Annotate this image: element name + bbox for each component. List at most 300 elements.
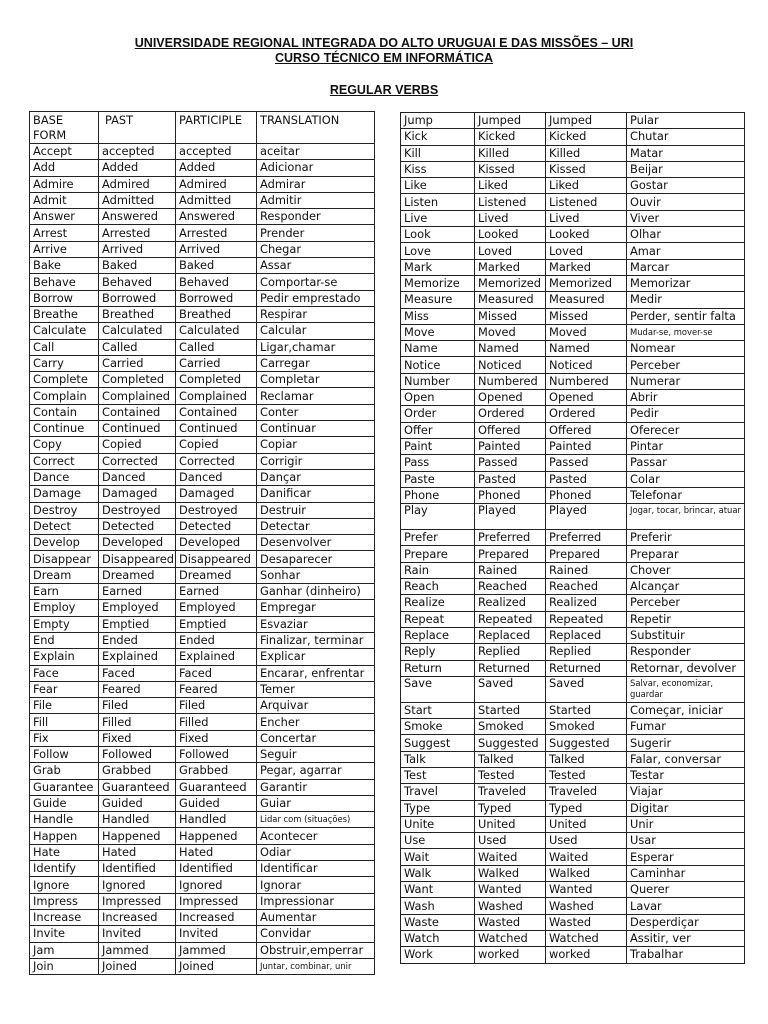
past-cell: Preferred bbox=[475, 530, 546, 546]
base-form-cell: Copy bbox=[30, 437, 99, 453]
participle-cell: worked bbox=[546, 947, 627, 963]
translation-cell: Comportar-se bbox=[257, 274, 375, 290]
participle-cell: Ordered bbox=[546, 406, 627, 422]
table-row bbox=[30, 192, 375, 208]
table-row bbox=[401, 129, 745, 145]
translation-cell: Pegar, agarrar bbox=[257, 763, 375, 779]
participle-cell: Killed bbox=[546, 145, 627, 161]
base-form-cell: Want bbox=[401, 882, 475, 898]
base-form-cell: Love bbox=[401, 243, 475, 259]
participle-cell: Tested bbox=[546, 767, 627, 783]
base-form-cell: Replace bbox=[401, 627, 475, 643]
translation-cell: Perceber bbox=[627, 357, 745, 373]
table-row bbox=[30, 535, 375, 551]
translation-cell: Destruir bbox=[257, 502, 375, 518]
table-row bbox=[401, 611, 745, 627]
translation-cell: Desperdiçar bbox=[627, 914, 745, 930]
base-form-cell: Suggest bbox=[401, 735, 475, 751]
translation-cell: Admitir bbox=[257, 192, 375, 208]
translation-cell: Repetir bbox=[627, 611, 745, 627]
table-row bbox=[401, 702, 745, 718]
past-cell: Completed bbox=[99, 372, 176, 388]
base-form-cell: Dance bbox=[30, 469, 99, 485]
past-cell: Marked bbox=[475, 259, 546, 275]
past-cell: Realized bbox=[475, 595, 546, 611]
table-row bbox=[30, 812, 375, 828]
participle-cell: Painted bbox=[546, 438, 627, 454]
past-cell: Admired bbox=[99, 176, 176, 192]
base-form-cell: Notice bbox=[401, 357, 475, 373]
past-cell: Waited bbox=[475, 849, 546, 865]
verbs-table-left bbox=[29, 111, 375, 975]
participle-cell: Kissed bbox=[546, 161, 627, 177]
past-cell: Disappeared bbox=[99, 551, 176, 567]
participle-cell: Phoned bbox=[546, 487, 627, 503]
translation-cell: Fumar bbox=[627, 719, 745, 735]
base-form-cell: Explain bbox=[30, 649, 99, 665]
participle-cell: Looked bbox=[546, 227, 627, 243]
past-cell: Passed bbox=[475, 455, 546, 471]
participle-cell: Prepared bbox=[546, 546, 627, 562]
translation-cell: Trabalhar bbox=[627, 947, 745, 963]
base-form-cell: Order bbox=[401, 406, 475, 422]
table-row bbox=[30, 209, 375, 225]
past-cell: Impressed bbox=[99, 893, 176, 909]
column-header: PARTICIPLE bbox=[176, 112, 257, 144]
translation-cell: Preparar bbox=[627, 546, 745, 562]
translation-cell: Retornar, devolver bbox=[627, 660, 745, 676]
table-row bbox=[30, 241, 375, 257]
participle-cell: Admired bbox=[176, 176, 257, 192]
past-cell: Danced bbox=[99, 469, 176, 485]
past-cell: Baked bbox=[99, 258, 176, 274]
participle-cell: Smoked bbox=[546, 719, 627, 735]
translation-cell: Esperar bbox=[627, 849, 745, 865]
base-form-cell: Wait bbox=[401, 849, 475, 865]
base-form-cell: Arrest bbox=[30, 225, 99, 241]
participle-cell: Listened bbox=[546, 194, 627, 210]
participle-cell: Rained bbox=[546, 562, 627, 578]
base-form-cell: Unite bbox=[401, 816, 475, 832]
past-cell: Calculated bbox=[99, 323, 176, 339]
past-cell: Offered bbox=[475, 422, 546, 438]
base-form-cell: Play bbox=[401, 504, 475, 530]
table-row bbox=[401, 390, 745, 406]
translation-cell: Sugerir bbox=[627, 735, 745, 751]
past-cell: Carried bbox=[99, 355, 176, 371]
participle-cell: Completed bbox=[176, 372, 257, 388]
participle-cell: Opened bbox=[546, 390, 627, 406]
participle-cell: Happened bbox=[176, 828, 257, 844]
participle-cell: Complained bbox=[176, 388, 257, 404]
translation-cell: Falar, conversar bbox=[627, 751, 745, 767]
past-cell: Noticed bbox=[475, 357, 546, 373]
base-form-cell: Breathe bbox=[30, 306, 99, 322]
participle-cell: Added bbox=[176, 160, 257, 176]
participle-cell: Damaged bbox=[176, 486, 257, 502]
table-row bbox=[401, 898, 745, 914]
page-title: REGULAR VERBS bbox=[329, 83, 439, 97]
base-form-cell: Face bbox=[30, 665, 99, 681]
table-row bbox=[401, 178, 745, 194]
base-form-cell: Disappear bbox=[30, 551, 99, 567]
past-cell: Arrested bbox=[99, 225, 176, 241]
participle-cell: Talked bbox=[546, 751, 627, 767]
base-form-cell: Listen bbox=[401, 194, 475, 210]
past-cell: Jammed bbox=[99, 942, 176, 958]
participle-cell: Suggested bbox=[546, 735, 627, 751]
base-form-cell: Detect bbox=[30, 518, 99, 534]
translation-cell: aceitar bbox=[257, 144, 375, 160]
base-form-cell: Test bbox=[401, 767, 475, 783]
participle-cell: Arrived bbox=[176, 241, 257, 257]
translation-cell: Substituir bbox=[627, 627, 745, 643]
translation-cell: Responder bbox=[257, 209, 375, 225]
table-row bbox=[401, 914, 745, 930]
table-row bbox=[30, 958, 375, 974]
table-row bbox=[401, 243, 745, 259]
participle-cell: Behaved bbox=[176, 274, 257, 290]
participle-cell: Guaranteed bbox=[176, 779, 257, 795]
table-row bbox=[401, 487, 745, 503]
table-row bbox=[30, 355, 375, 371]
table-row bbox=[30, 763, 375, 779]
table-row bbox=[30, 339, 375, 355]
participle-cell: Ignored bbox=[176, 877, 257, 893]
translation-cell: Encher bbox=[257, 714, 375, 730]
participle-cell: Lived bbox=[546, 210, 627, 226]
translation-cell: Pedir emprestado bbox=[257, 290, 375, 306]
table-row bbox=[401, 194, 745, 210]
past-cell: Watched bbox=[475, 930, 546, 946]
past-cell: Earned bbox=[99, 584, 176, 600]
past-cell: accepted bbox=[99, 144, 176, 160]
past-cell: Suggested bbox=[475, 735, 546, 751]
participle-cell: Corrected bbox=[176, 453, 257, 469]
past-cell: Followed bbox=[99, 746, 176, 762]
translation-cell: Carregar bbox=[257, 355, 375, 371]
participle-cell: Danced bbox=[176, 469, 257, 485]
participle-cell: Realized bbox=[546, 595, 627, 611]
table-row bbox=[30, 176, 375, 192]
past-cell: Handled bbox=[99, 812, 176, 828]
base-form-cell: Open bbox=[401, 390, 475, 406]
translation-cell: Querer bbox=[627, 882, 745, 898]
past-cell: Behaved bbox=[99, 274, 176, 290]
base-form-cell: Invite bbox=[30, 926, 99, 942]
table-row bbox=[30, 518, 375, 534]
base-form-cell: Like bbox=[401, 178, 475, 194]
base-form-cell: Hate bbox=[30, 844, 99, 860]
past-cell: Lived bbox=[475, 210, 546, 226]
base-form-cell: Kill bbox=[401, 145, 475, 161]
base-form-cell: Rain bbox=[401, 562, 475, 578]
participle-cell: Used bbox=[546, 833, 627, 849]
table-row bbox=[401, 259, 745, 275]
table-row bbox=[30, 274, 375, 290]
participle-cell: Followed bbox=[176, 746, 257, 762]
participle-cell: Replaced bbox=[546, 627, 627, 643]
participle-cell: Breathed bbox=[176, 306, 257, 322]
translation-cell: Ligar,chamar bbox=[257, 339, 375, 355]
base-form-cell: Repeat bbox=[401, 611, 475, 627]
participle-cell: Carried bbox=[176, 355, 257, 371]
participle-cell: Destroyed bbox=[176, 502, 257, 518]
participle-cell: Admitted bbox=[176, 192, 257, 208]
table-row bbox=[30, 893, 375, 909]
participle-cell: Arrested bbox=[176, 225, 257, 241]
table-row bbox=[401, 455, 745, 471]
translation-cell: Adicionar bbox=[257, 160, 375, 176]
table-row bbox=[30, 421, 375, 437]
translation-cell: Usar bbox=[627, 833, 745, 849]
participle-cell: Calculated bbox=[176, 323, 257, 339]
past-cell: Phoned bbox=[475, 487, 546, 503]
base-form-cell: Develop bbox=[30, 535, 99, 551]
past-cell: Answered bbox=[99, 209, 176, 225]
table-row bbox=[30, 160, 375, 176]
base-form-cell: Type bbox=[401, 800, 475, 816]
translation-cell: Telefonar bbox=[627, 487, 745, 503]
translation-cell: Prender bbox=[257, 225, 375, 241]
participle-cell: Walked bbox=[546, 865, 627, 881]
translation-cell: Começar, iniciar bbox=[627, 702, 745, 718]
past-cell: Called bbox=[99, 339, 176, 355]
past-cell: Replaced bbox=[475, 627, 546, 643]
table-row bbox=[30, 388, 375, 404]
base-form-cell: Move bbox=[401, 324, 475, 340]
translation-cell: Olhar bbox=[627, 227, 745, 243]
translation-cell: Ganhar (dinheiro) bbox=[257, 584, 375, 600]
table-row bbox=[30, 225, 375, 241]
base-form-cell: Continue bbox=[30, 421, 99, 437]
participle-cell: Borrowed bbox=[176, 290, 257, 306]
participle-cell: accepted bbox=[176, 144, 257, 160]
participle-cell: Identified bbox=[176, 861, 257, 877]
translation-cell: Beijar bbox=[627, 161, 745, 177]
table-row bbox=[30, 323, 375, 339]
past-cell: Opened bbox=[475, 390, 546, 406]
base-form-cell: Behave bbox=[30, 274, 99, 290]
participle-cell: Passed bbox=[546, 455, 627, 471]
column-header: PAST bbox=[99, 112, 176, 144]
translation-cell: Salvar, economizar, guardar bbox=[627, 676, 745, 702]
translation-cell: Danificar bbox=[257, 486, 375, 502]
participle-cell: Offered bbox=[546, 422, 627, 438]
past-cell: Explained bbox=[99, 649, 176, 665]
table-row bbox=[401, 471, 745, 487]
translation-cell: Odiar bbox=[257, 844, 375, 860]
past-cell: Kissed bbox=[475, 161, 546, 177]
translation-cell: Viver bbox=[627, 210, 745, 226]
base-form-cell: Complain bbox=[30, 388, 99, 404]
base-form-cell: Memorize bbox=[401, 275, 475, 291]
table-row bbox=[401, 210, 745, 226]
past-cell: Hated bbox=[99, 844, 176, 860]
table-row bbox=[401, 504, 745, 530]
table-row bbox=[30, 730, 375, 746]
base-form-cell: Kiss bbox=[401, 161, 475, 177]
table-row bbox=[30, 600, 375, 616]
base-form-cell: Number bbox=[401, 373, 475, 389]
base-form-cell: Grab bbox=[30, 763, 99, 779]
course-name: CURSO TÉCNICO EM INFORMÁTICA bbox=[274, 51, 494, 65]
past-cell: Numbered bbox=[475, 373, 546, 389]
table-row bbox=[30, 551, 375, 567]
base-form-cell: Join bbox=[30, 958, 99, 974]
participle-cell: Copied bbox=[176, 437, 257, 453]
past-cell: Admitted bbox=[99, 192, 176, 208]
past-cell: Rained bbox=[475, 562, 546, 578]
participle-cell: Jammed bbox=[176, 942, 257, 958]
base-form-cell: Fix bbox=[30, 730, 99, 746]
table-row bbox=[401, 324, 745, 340]
past-cell: Detected bbox=[99, 518, 176, 534]
past-cell: Ended bbox=[99, 632, 176, 648]
base-form-cell: Prepare bbox=[401, 546, 475, 562]
table-row bbox=[401, 438, 745, 454]
translation-cell: Concertar bbox=[257, 730, 375, 746]
table-row bbox=[30, 909, 375, 925]
translation-cell: Jogar, tocar, brincar, atuar bbox=[627, 504, 745, 530]
past-cell: Emptied bbox=[99, 616, 176, 632]
base-form-cell: Admire bbox=[30, 176, 99, 192]
translation-cell: Alcançar bbox=[627, 579, 745, 595]
table-row bbox=[30, 828, 375, 844]
translation-cell: Desenvolver bbox=[257, 535, 375, 551]
base-form-cell: Guide bbox=[30, 795, 99, 811]
base-form-cell: Realize bbox=[401, 595, 475, 611]
past-cell: Guaranteed bbox=[99, 779, 176, 795]
past-cell: Faced bbox=[99, 665, 176, 681]
participle-cell: Loved bbox=[546, 243, 627, 259]
table-row bbox=[401, 784, 745, 800]
participle-cell: Feared bbox=[176, 681, 257, 697]
base-form-cell: Offer bbox=[401, 422, 475, 438]
base-form-cell: Employ bbox=[30, 600, 99, 616]
table-row bbox=[30, 714, 375, 730]
base-form-cell: Dream bbox=[30, 567, 99, 583]
participle-cell: Wasted bbox=[546, 914, 627, 930]
participle-cell: Detected bbox=[176, 518, 257, 534]
table-row bbox=[30, 665, 375, 681]
participle-cell: United bbox=[546, 816, 627, 832]
past-cell: Grabbed bbox=[99, 763, 176, 779]
translation-cell: Perceber bbox=[627, 595, 745, 611]
participle-cell: Invited bbox=[176, 926, 257, 942]
translation-cell: Copiar bbox=[257, 437, 375, 453]
past-cell: Missed bbox=[475, 308, 546, 324]
past-cell: Copied bbox=[99, 437, 176, 453]
past-cell: Liked bbox=[475, 178, 546, 194]
translation-cell: Perder, sentir falta bbox=[627, 308, 745, 324]
translation-cell: Pintar bbox=[627, 438, 745, 454]
translation-cell: Digitar bbox=[627, 800, 745, 816]
past-cell: Reached bbox=[475, 579, 546, 595]
base-form-cell: Start bbox=[401, 702, 475, 718]
translation-cell: Identificar bbox=[257, 861, 375, 877]
base-form-cell: Bake bbox=[30, 258, 99, 274]
participle-cell: Faced bbox=[176, 665, 257, 681]
base-form-cell: Complete bbox=[30, 372, 99, 388]
column-header: BASE FORM bbox=[30, 112, 99, 144]
table-row bbox=[401, 145, 745, 161]
base-form-cell: Handle bbox=[30, 812, 99, 828]
past-cell: Ordered bbox=[475, 406, 546, 422]
participle-cell: Jumped bbox=[546, 113, 627, 129]
past-cell: Washed bbox=[475, 898, 546, 914]
table-row bbox=[401, 882, 745, 898]
participle-cell: Started bbox=[546, 702, 627, 718]
past-cell: Destroyed bbox=[99, 502, 176, 518]
table-row bbox=[401, 161, 745, 177]
base-form-cell: Carry bbox=[30, 355, 99, 371]
past-cell: Smoked bbox=[475, 719, 546, 735]
translation-cell: Chover bbox=[627, 562, 745, 578]
participle-cell: Handled bbox=[176, 812, 257, 828]
participle-cell: Marked bbox=[546, 259, 627, 275]
table-header-row bbox=[30, 112, 375, 144]
participle-cell: Emptied bbox=[176, 616, 257, 632]
translation-cell: Reclamar bbox=[257, 388, 375, 404]
participle-cell: Replied bbox=[546, 644, 627, 660]
column-header: TRANSLATION bbox=[257, 112, 375, 144]
table-row bbox=[401, 406, 745, 422]
participle-cell: Numbered bbox=[546, 373, 627, 389]
past-cell: Wanted bbox=[475, 882, 546, 898]
past-cell: Dreamed bbox=[99, 567, 176, 583]
base-form-cell: Walk bbox=[401, 865, 475, 881]
translation-cell: Encarar, enfrentar bbox=[257, 665, 375, 681]
base-form-cell: Kick bbox=[401, 129, 475, 145]
base-form-cell: Smoke bbox=[401, 719, 475, 735]
table-row bbox=[30, 746, 375, 762]
table-row bbox=[401, 308, 745, 324]
translation-cell: Detectar bbox=[257, 518, 375, 534]
table-row bbox=[401, 113, 745, 129]
base-form-cell: Name bbox=[401, 341, 475, 357]
participle-cell: Wanted bbox=[546, 882, 627, 898]
base-form-cell: Admit bbox=[30, 192, 99, 208]
base-form-cell: Save bbox=[401, 676, 475, 702]
participle-cell: Hated bbox=[176, 844, 257, 860]
base-form-cell: End bbox=[30, 632, 99, 648]
participle-cell: Fixed bbox=[176, 730, 257, 746]
translation-cell: Passar bbox=[627, 455, 745, 471]
table-row bbox=[30, 632, 375, 648]
table-row bbox=[30, 372, 375, 388]
past-cell: Borrowed bbox=[99, 290, 176, 306]
base-form-cell: Paint bbox=[401, 438, 475, 454]
participle-cell: Continued bbox=[176, 421, 257, 437]
table-row bbox=[401, 660, 745, 676]
past-cell: Listened bbox=[475, 194, 546, 210]
table-row bbox=[401, 422, 745, 438]
past-cell: Increased bbox=[99, 909, 176, 925]
base-form-cell: Return bbox=[401, 660, 475, 676]
participle-cell: Watched bbox=[546, 930, 627, 946]
base-form-cell: Arrive bbox=[30, 241, 99, 257]
past-cell: Traveled bbox=[475, 784, 546, 800]
translation-cell: Completar bbox=[257, 372, 375, 388]
translation-cell: Ouvir bbox=[627, 194, 745, 210]
translation-cell: Viajar bbox=[627, 784, 745, 800]
table-row bbox=[401, 341, 745, 357]
participle-cell: Employed bbox=[176, 600, 257, 616]
table-row bbox=[401, 292, 745, 308]
past-cell: worked bbox=[475, 947, 546, 963]
participle-cell: Joined bbox=[176, 958, 257, 974]
